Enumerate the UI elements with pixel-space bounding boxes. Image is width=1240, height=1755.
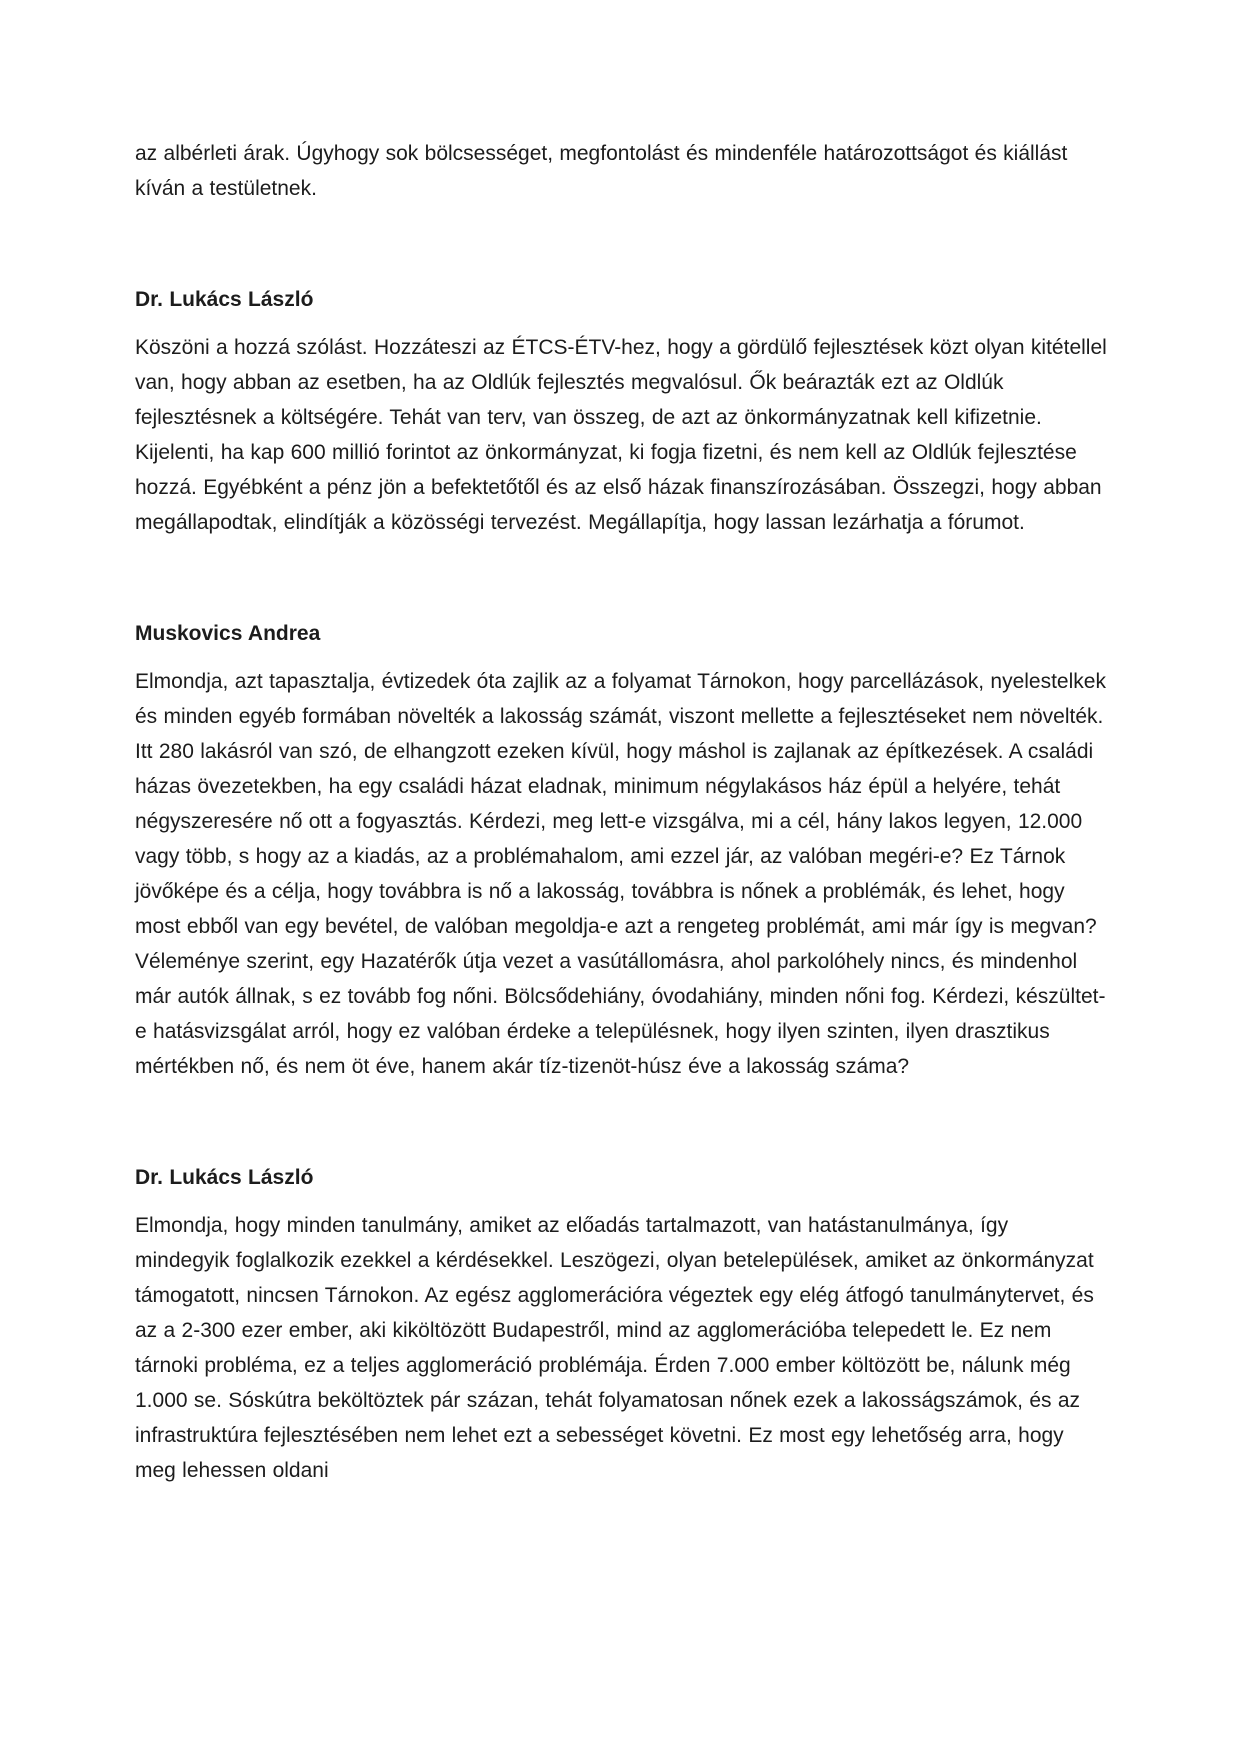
speaker-heading-lukacs-1: Dr. Lukács László <box>135 288 314 311</box>
speech-paragraph-lukacs-1: Köszöni a hozzá szólást. Hozzáteszi az ÉTCS-ÉTV-hez, hogy a gördülő fejlesztések közt olyan kitétellel van, hogy abban az esetben, ha az Oldlúk fejlesztés megvalósul. Ők beárazták ezt az Oldlúk fejlesztésnek a költségére. Tehát van terv, van összeg, de azt az önkormányzatnak kell kifizetnie. Kijelenti, ha kap 600 millió forintot az önkormányzat, ki fogja fizetni, és nem kell az Oldlúk fejlesztése hozzá. Egyébként a pénz jön a befektetőtől és az első házak finanszírozásában. Összegzi, hogy abban megállapodtak, elindítják a közösségi tervezést. Megállapítja, hogy lassan lezárhatja a fórumot. <box>135 336 1107 534</box>
speaker-heading-lukacs-2: Dr. Lukács László <box>135 1166 314 1189</box>
speech-paragraph-lukacs-2: Elmondja, hogy minden tanulmány, amiket az előadás tartalmazott, van hatástanulmánya, így mindegyik foglalkozik ezekkel a kérdésekkel. Leszögezi, olyan betelepülések, amiket az önkormányzat támogatott, nincsen Tárnokon. Az egész agglomerációra végeztek egy elég átfogó tanulmánytervet, és az a 2-300 ezer ember, aki kiköltözött Budapestről, mind az agglomerációba telepedett le. Ez nem tárnoki probléma, ez a teljes agglomeráció problémája. Érden 7.000 ember költözött be, nálunk még 1.000 se. Sóskútra beköltöztek pár százan, tehát folyamatosan nőnek ezek a lakosságszámok, és az infrastruktúra fejlesztésében nem lehet ezt a sebességet követni. Ez most egy lehetőség arra, hogy meg lehessen oldani <box>135 1214 1094 1482</box>
continued-paragraph: az albérleti árak. Úgyhogy sok bölcsességet, megfontolást és mindenféle határozottságot és kiállást kíván a testületnek. <box>135 142 1068 200</box>
speech-paragraph-muskovics: Elmondja, azt tapasztalja, évtizedek óta zajlik az a folyamat Tárnokon, hogy parcellázások, nyelestelkek és minden egyéb formában növelték a lakosság számát, viszont mellette a fejlesztéseket nem növelték. Itt 280 lakásról van szó, de elhangzott ezeken kívül, hogy máshol is zajlanak az építkezések. A családi házas övezetekben, ha egy családi házat eladnak, minimum négylakásos ház épül a helyére, tehát négyszeresére nő ott a fogyasztás. Kérdezi, meg lett-e vizsgálva, mi a cél, hány lakos legyen, 12.000 vagy több, s hogy az a kiadás, az a problémahalom, ami ezzel jár, az valóban megéri-e? Ez Tárnok jövőképe és a célja, hogy továbbra is nő a lakosság, továbbra is nőnek a problémák, és lehet, hogy most ebből van egy bevétel, de valóban megoldja-e azt a rengeteg problémát, ami már így is megvan? Véleménye szerint, egy Hazatérők útja vezet a vasútállomásra, ahol parkolóhely nincs, és mindenhol már autók állnak, s ez tovább fog nőni. Bölcsődehiány, óvodahiány, minden nőni fog. Kérdezi, készültet-e hatásvizsgálat arról, hogy ez valóban érdeke a településnek, hogy ilyen szinten, ilyen drasztikus mértékben nő, és nem öt éve, hanem akár tíz-tizenöt-húsz éve a lakosság száma? <box>135 670 1106 1078</box>
speaker-heading-muskovics: Muskovics Andrea <box>135 622 321 645</box>
